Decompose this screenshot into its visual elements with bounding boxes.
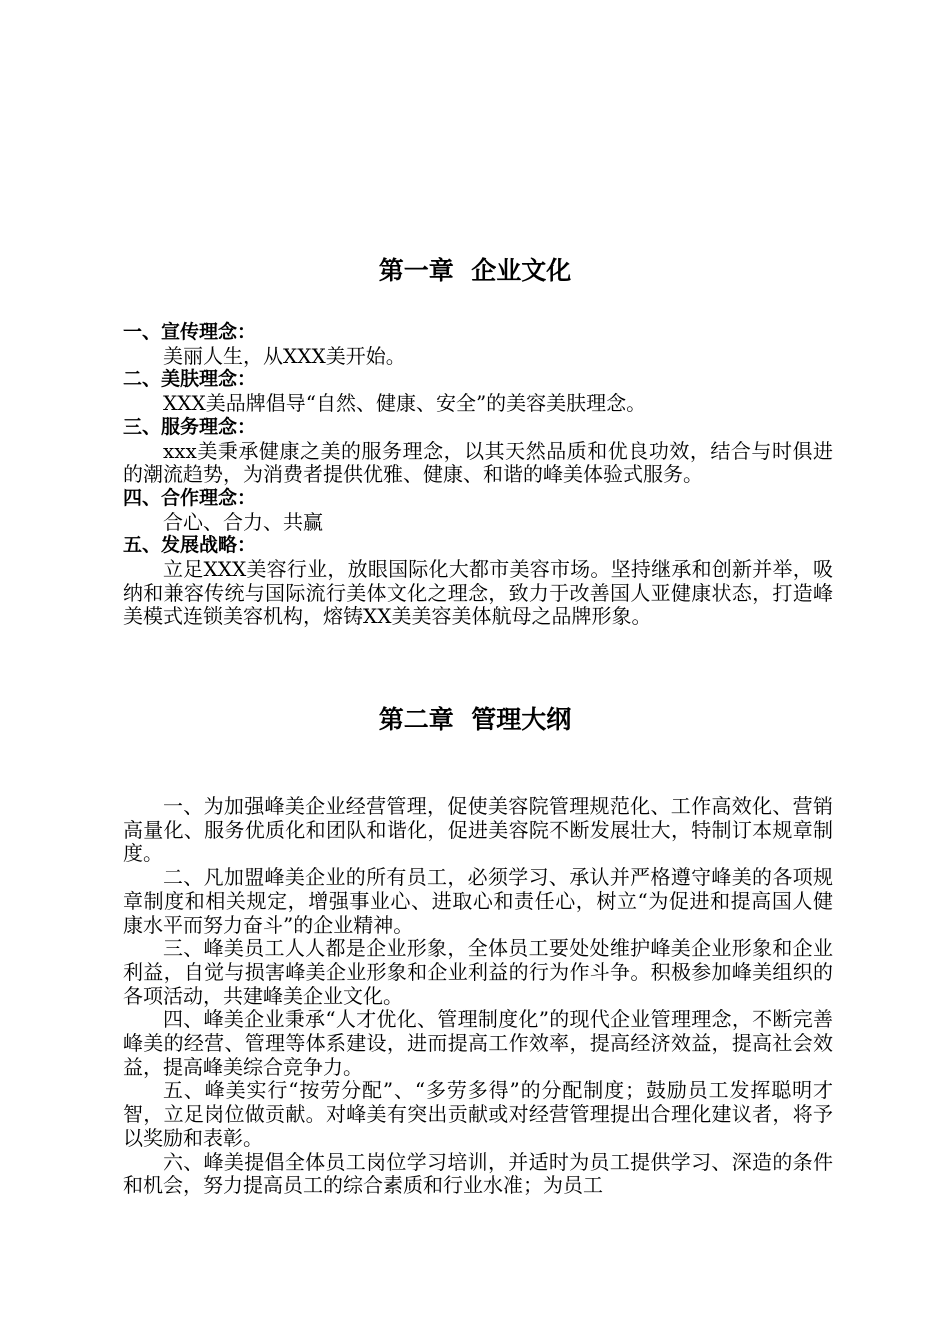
- section-heading-skincare: 二、美肤理念：: [123, 368, 257, 391]
- section-text-skincare: XXX美品牌倡导“自然、健康、安全”的美容美肤理念。: [163, 391, 647, 416]
- outline-paragraph-1: 一、为加强峰美企业经营管理，促使美容院管理规范化、工作高效化、营销高量化、服务优质化和团队和谐化，促进美容院不断发展壮大，特制订本规章制度。: [123, 794, 833, 866]
- outline-paragraph-3: 三、峰美员工人人都是企业形象，全体员工要处处维护峰美企业形象和企业利益，自觉与损害峰美企业形象和企业利益的行为作斗争。积极参加峰美组织的各项活动，共建峰美企业文化。: [123, 936, 833, 1008]
- section-heading-strategy: 五、发展战略：: [123, 534, 257, 557]
- section-heading-service: 三、服务理念：: [123, 415, 257, 438]
- chapter-1-title: 第一章 企业文化: [378, 256, 572, 285]
- management-outline-section: [123, 795, 833, 1198]
- corporate-culture-section: [123, 321, 833, 629]
- section-text-strategy: 立足XXX美容行业，放眼国际化大都市美容市场。坚持继承和创新并举，吸纳和兼容传统与国际流行美体文化之理念，致力于改善国人亚健康状态，打造峰美模式连锁美容机构，熔铸XX美美容美体航母之品牌形象。: [123, 557, 833, 629]
- outline-paragraph-6: 六、峰美提倡全体员工岗位学习培训，并适时为员工提供学习、深造的条件和机会，努力提高员工的综合素质和行业水准；为员工: [123, 1149, 833, 1198]
- outline-paragraph-2: 二、凡加盟峰美企业的所有员工，必须学习、承认并严格遵守峰美的各项规章制度和相关规定，增强事业心、进取心和责任心，树立“为促进和提高国人健康水平而努力奋斗”的企业精神。: [123, 865, 833, 937]
- outline-paragraph-4: 四、峰美企业秉承“人才优化、管理制度化”的现代企业管理理念，不断完善峰美的经营、管理等体系建设，进而提高工作效率，提高经济效益，提高社会效益，提高峰美综合竞争力。: [123, 1007, 833, 1079]
- section-heading-cooperation: 四、合作理念：: [123, 486, 257, 509]
- section-heading-promotion: 一、宣传理念：: [123, 321, 257, 343]
- outline-paragraph-5: 五、峰美实行“按劳分配”、“多劳多得”的分配制度；鼓励员工发挥聪明才智，立足岗位做贡献。对峰美有突出贡献或对经营管理提出合理化建议者，将予以奖励和表彰。: [123, 1078, 833, 1150]
- section-text-promotion: 美丽人生，从XXX美开始。: [163, 343, 406, 368]
- section-text-cooperation: 合心、合力、共赢: [163, 509, 323, 534]
- chapter-2-title: 第二章 管理大纲: [378, 705, 572, 734]
- section-text-service: xxx美秉承健康之美的服务理念，以其天然品质和优良功效，结合与时俱进的潮流趋势，为消费者提供优雅、健康、和谐的峰美体验式服务。: [123, 438, 833, 487]
